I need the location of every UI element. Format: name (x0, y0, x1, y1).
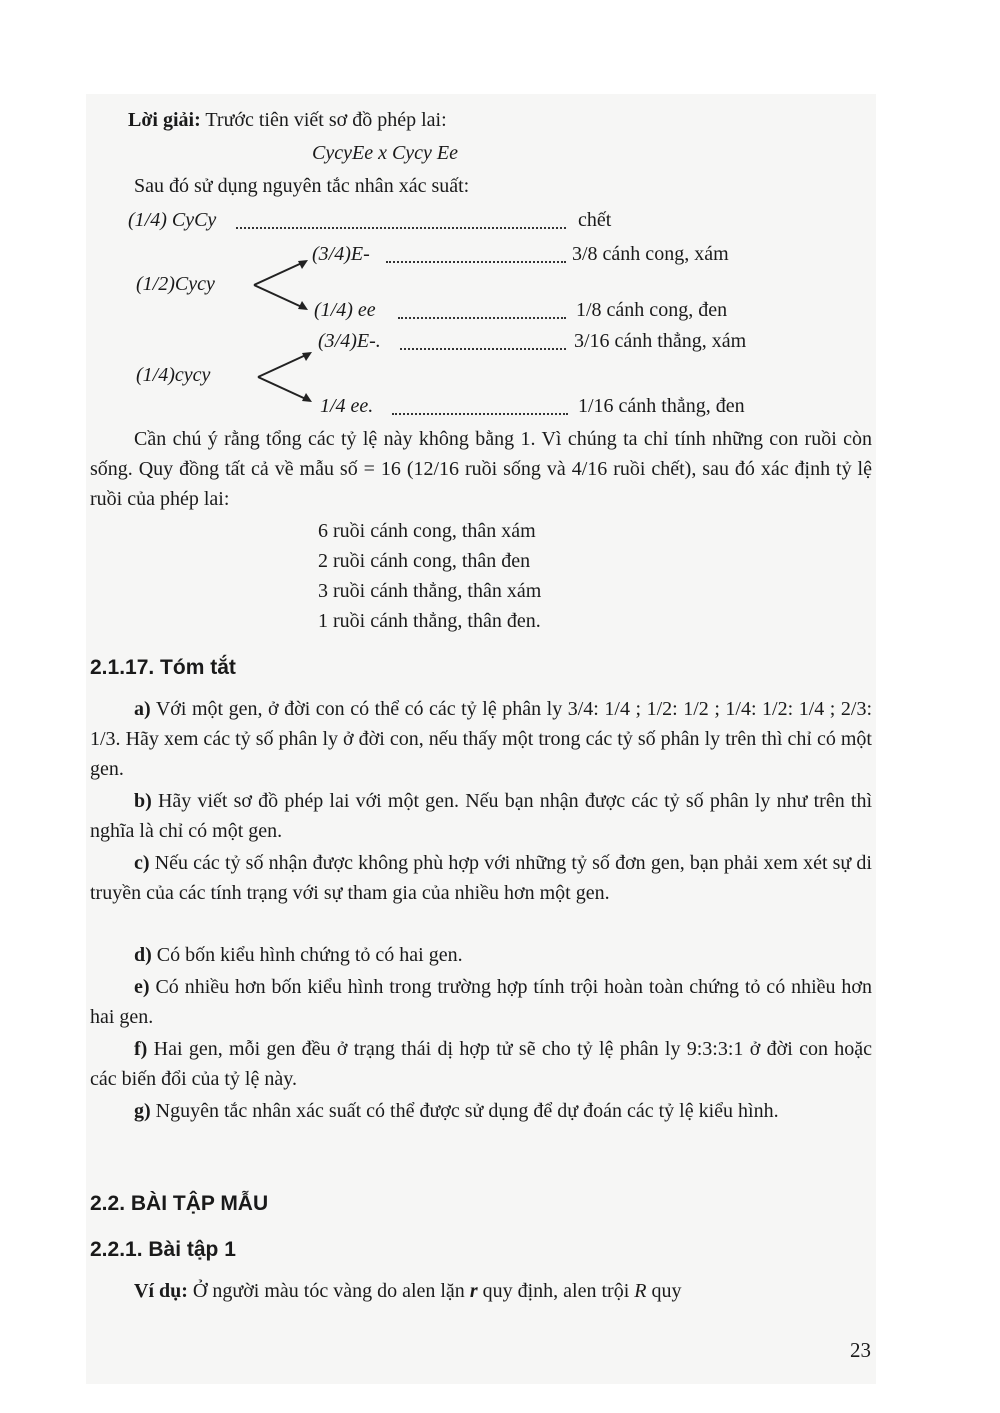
group2-top-genotype: (3/4)E-. (318, 330, 381, 352)
branch-arrow-icon (250, 258, 310, 310)
ratio-line: 6 ruồi cánh cong, thân xám (318, 520, 536, 542)
group1-top-genotype: (3/4)E- (312, 243, 370, 265)
item-letter: f) (134, 1038, 148, 1060)
solution-label: Lời giải: (128, 109, 201, 131)
item-text: Nếu các tỷ số nhận được không phù hợp với những tỷ số đơn gen, bạn phải xem xét sự di truyền của các tính trạng với sự tham gia của nhiều hơn một gen. (90, 852, 872, 904)
group1-top-result: 3/8 cánh cong, xám (572, 243, 729, 265)
exercise-heading: 2.2.1. Bài tập 1 (90, 1238, 236, 1261)
summary-item-c (90, 848, 872, 908)
example-label: Ví dụ: (134, 1280, 188, 1302)
lethal-genotype: (1/4) CyCy (128, 209, 217, 231)
solution-intro: Trước tiên viết sơ đồ phép lai: (205, 109, 447, 131)
ratio-line: 1 ruồi cánh thẳng, thân đen. (318, 610, 541, 632)
item-text: Có bốn kiểu hình chứng tỏ có hai gen. (156, 944, 463, 966)
rule-text: Sau đó sử dụng nguyên tắc nhân xác suất: (134, 175, 470, 197)
dotted-leader (386, 261, 566, 263)
item-text: Hai gen, mỗi gen đều ở trạng thái dị hợp tử sẽ cho tỷ lệ phân ly 9:3:3:1 ở đời con hoặc các biến đổi của tỷ lệ này. (90, 1038, 873, 1090)
group2-genotype: (1/4)cycy (136, 364, 211, 386)
allele-recessive: r (469, 1280, 478, 1302)
item-letter: a) (134, 698, 151, 720)
summary-item-a (90, 694, 872, 784)
allele-dominant: R (634, 1280, 647, 1302)
ratio-line: 3 ruồi cánh thẳng, thân xám (318, 580, 542, 602)
dotted-leader (398, 317, 566, 319)
group2-bottom-result: 1/16 cánh thẳng, đen (578, 395, 745, 417)
page-number: 23 (850, 1338, 871, 1362)
item-letter: e) (134, 976, 150, 998)
example-text: quy định, alen trội (477, 1280, 635, 1302)
section-heading: 2.2. BÀI TẬP MẪU (90, 1192, 269, 1215)
cross-formula: CycyEe x Cycy Ee (312, 142, 459, 164)
dotted-leader (392, 413, 568, 415)
example-text: Ở người màu tóc vàng do alen lặn (192, 1280, 470, 1302)
dotted-leader (236, 227, 566, 229)
item-text: Nguyên tắc nhân xác suất có thể được sử dụng để dự đoán các tỷ lệ kiểu hình. (155, 1100, 779, 1122)
group1-bottom-result: 1/8 cánh cong, đen (576, 299, 728, 321)
group1-bottom-genotype: (1/4) ee (314, 299, 376, 321)
item-text: Hãy viết sơ đồ phép lai với một gen. Nếu bạn nhận được các tỷ số phân ly như trên thì nghĩa là chỉ có một gen. (90, 790, 873, 842)
summary-item-e (90, 972, 872, 1032)
lethal-result: chết (578, 209, 612, 231)
item-letter: b) (134, 790, 152, 812)
summary-item-d (90, 940, 872, 970)
item-letter: g) (134, 1100, 151, 1122)
item-letter: c) (134, 852, 150, 874)
ratio-line: 2 ruồi cánh cong, thân đen (318, 550, 531, 572)
branch-arrow-icon (254, 350, 314, 402)
group2-top-result: 3/16 cánh thẳng, xám (574, 330, 747, 352)
item-text: Có nhiều hơn bốn kiểu hình trong trường hợp tính trội hoàn toàn chứng tỏ có nhiều hơn hai gen. (90, 976, 873, 1028)
item-letter: d) (134, 944, 152, 966)
note-paragraph: Cần chú ý rằng tổng các tỷ lệ này không bằng 1. Vì chúng ta chỉ tính những con ruồi còn sống. Quy đồng tất cả về mẫu số = 16 (12/16 ruồi sống và 4/16 ruồi chết), sau đó xác định tỷ lệ ruồi của phép lai: (90, 428, 872, 510)
group1-genotype: (1/2)Cycy (136, 273, 215, 295)
group2-bottom-genotype: 1/4 ee. (320, 395, 374, 417)
summary-item-g (90, 1096, 872, 1126)
summary-item-b (90, 786, 872, 846)
example-line (134, 1278, 681, 1304)
example-text: quy (646, 1280, 682, 1302)
summary-heading: 2.1.17. Tóm tắt (90, 656, 236, 679)
item-text: Với một gen, ở đời con có thể có các tỷ lệ phân ly 3/4: 1/4 ; 1/2: 1/2 ; 1/4: 1/2: 1/4 ; 2/3: 1/3. Hãy xem các tỷ số phân ly ở đời con, nếu thấy một trong các tỷ số phân ly trên thì chỉ có một gen. (90, 698, 873, 780)
solution-line (128, 107, 447, 133)
summary-item-f (90, 1034, 872, 1094)
dotted-leader (400, 348, 566, 350)
